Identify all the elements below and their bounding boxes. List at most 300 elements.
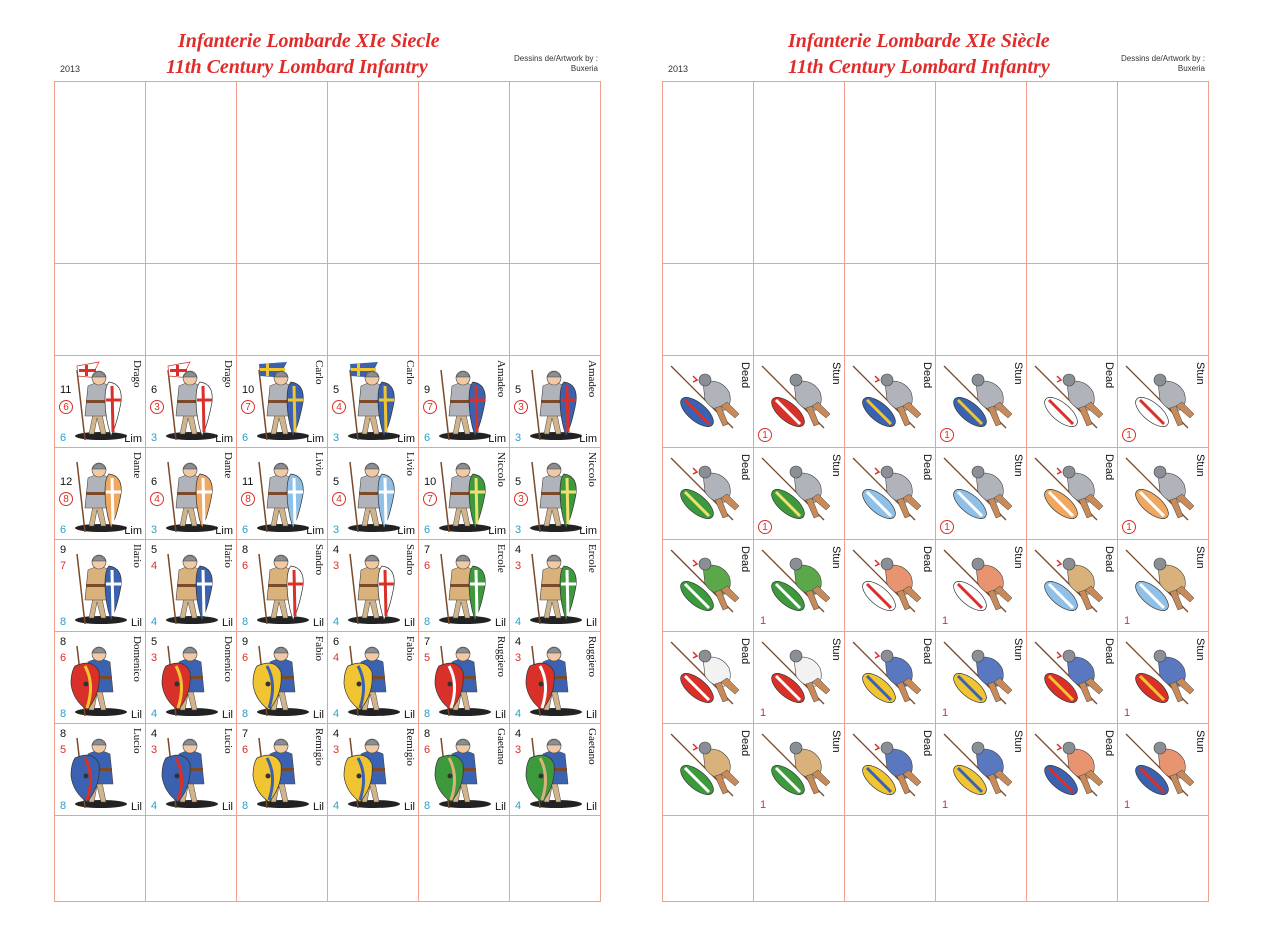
strength-value: 4 [515, 728, 522, 740]
blank-counter[interactable] [1026, 263, 1118, 356]
movement-value: 8 [60, 800, 67, 812]
unit-type: Lim [124, 525, 142, 537]
unit-type: Lil [221, 617, 233, 629]
unit-type: Lil [403, 617, 415, 629]
blank-counter[interactable] [662, 815, 754, 902]
strength-value: 6 [151, 384, 158, 396]
movement-value: 6 [424, 524, 431, 536]
sheet-year: 2013 [668, 64, 689, 74]
status-label: Dead [739, 362, 751, 389]
status-label: Stun [830, 454, 842, 477]
casualty-counter[interactable] [844, 355, 936, 448]
unit-type: Lim [397, 525, 415, 537]
warrior-name: Dante [131, 452, 143, 479]
morale-circle: 3 [514, 400, 528, 414]
morale-value: 3 [333, 560, 340, 572]
unit-counter[interactable] [54, 631, 146, 724]
blank-counter[interactable] [509, 815, 601, 902]
status-label: Stun [1012, 730, 1024, 753]
movement-value: 8 [242, 800, 249, 812]
warrior-name: Amadeo [495, 360, 507, 398]
movement-value: 8 [60, 616, 67, 628]
unit-counter[interactable] [509, 355, 601, 448]
stun-value: 1 [942, 707, 949, 719]
morale-circle: 3 [514, 492, 528, 506]
movement-value: 8 [242, 708, 249, 720]
movement-value: 3 [515, 524, 522, 536]
blank-counter[interactable] [54, 81, 146, 264]
strength-value: 9 [60, 544, 67, 556]
blank-counter[interactable] [509, 81, 601, 264]
morale-circle: 4 [332, 492, 346, 506]
morale-circle: 7 [241, 400, 255, 414]
unit-type: Lil [312, 709, 324, 721]
unit-type: Lim [488, 433, 506, 445]
casualty-counter[interactable] [935, 539, 1027, 632]
casualty-counter[interactable] [935, 723, 1027, 816]
strength-value: 5 [333, 384, 340, 396]
warrior-name: Dante [222, 452, 234, 479]
warrior-name: Gaetano [586, 728, 598, 765]
blank-counter[interactable] [1026, 815, 1118, 902]
blank-counter[interactable] [935, 263, 1027, 356]
warrior-name: Ercole [495, 544, 507, 573]
blank-counter[interactable] [145, 263, 237, 356]
unit-counter[interactable] [327, 447, 419, 540]
movement-value: 3 [333, 432, 340, 444]
movement-value: 4 [515, 708, 522, 720]
warrior-name: Niccolo [495, 452, 507, 487]
movement-value: 3 [515, 432, 522, 444]
movement-value: 6 [60, 432, 67, 444]
stun-circle: 1 [758, 428, 772, 442]
status-label: Dead [921, 638, 933, 665]
movement-value: 3 [151, 432, 158, 444]
status-label: Dead [739, 546, 751, 573]
warrior-name: Drago [131, 360, 143, 388]
unit-counter[interactable] [145, 447, 237, 540]
strength-value: 11 [242, 476, 254, 488]
unit-type: Lil [494, 617, 506, 629]
blank-counter[interactable] [844, 815, 936, 902]
strength-value: 7 [424, 544, 431, 556]
artwork-credit [514, 54, 598, 74]
casualty-counter[interactable] [935, 447, 1027, 540]
movement-value: 4 [151, 708, 158, 720]
blank-counter[interactable] [418, 815, 510, 902]
status-label: Dead [1103, 454, 1115, 481]
casualty-counter[interactable] [753, 631, 845, 724]
unit-type: Lim [215, 433, 233, 445]
movement-value: 3 [151, 524, 158, 536]
casualty-counter[interactable] [1117, 539, 1209, 632]
unit-type: Lim [306, 433, 324, 445]
stun-value: 1 [1124, 799, 1131, 811]
stun-value: 1 [942, 799, 949, 811]
warrior-name: Ruggiero [495, 636, 507, 677]
strength-value: 4 [515, 544, 522, 556]
warrior-name: Lucio [222, 728, 234, 754]
stun-value: 1 [942, 615, 949, 627]
unit-type: Lil [130, 709, 142, 721]
blank-counter[interactable] [145, 81, 237, 264]
movement-value: 8 [242, 616, 249, 628]
movement-value: 8 [60, 708, 67, 720]
status-label: Dead [921, 730, 933, 757]
morale-value: 3 [515, 560, 522, 572]
stun-value: 1 [1124, 615, 1131, 627]
warrior-name: Ilario [222, 544, 234, 568]
unit-type: Lil [130, 617, 142, 629]
strength-value: 8 [242, 544, 249, 556]
movement-value: 4 [515, 616, 522, 628]
blank-counter[interactable] [145, 815, 237, 902]
blank-counter[interactable] [662, 263, 754, 356]
unit-counter[interactable] [327, 539, 419, 632]
status-label: Stun [1012, 638, 1024, 661]
status-label: Stun [1194, 454, 1206, 477]
warrior-name: Livio [404, 452, 416, 476]
blank-counter[interactable] [236, 81, 328, 264]
unit-counter[interactable] [54, 539, 146, 632]
status-label: Stun [1194, 362, 1206, 385]
warrior-name: Sandro [313, 544, 325, 576]
morale-circle: 7 [423, 400, 437, 414]
warrior-name: Ruggiero [586, 636, 598, 677]
counter-sheet-front [0, 0, 600, 934]
casualty-counter[interactable] [1026, 355, 1118, 448]
counter-grid-front [54, 81, 600, 901]
strength-value: 9 [424, 384, 431, 396]
unit-type: Lim [124, 433, 142, 445]
status-label: Dead [921, 454, 933, 481]
morale-value: 6 [424, 560, 431, 572]
unit-counter[interactable] [145, 631, 237, 724]
morale-value: 6 [60, 652, 67, 664]
unit-counter[interactable] [327, 631, 419, 724]
unit-counter[interactable] [418, 447, 510, 540]
stun-circle: 1 [940, 520, 954, 534]
warrior-name: Gaetano [495, 728, 507, 765]
unit-type: Lim [215, 525, 233, 537]
morale-circle: 8 [59, 492, 73, 506]
warrior-name: Fabio [313, 636, 325, 662]
strength-value: 5 [515, 476, 522, 488]
unit-counter[interactable] [418, 355, 510, 448]
morale-value: 3 [151, 652, 158, 664]
strength-value: 12 [60, 476, 73, 488]
movement-value: 6 [242, 432, 249, 444]
credit-artist: Buxeria [570, 64, 598, 73]
movement-value: 3 [333, 524, 340, 536]
blank-counter[interactable] [1117, 815, 1209, 902]
blank-counter[interactable] [1026, 81, 1118, 264]
unit-type: Lil [585, 709, 597, 721]
morale-value: 5 [424, 652, 431, 664]
unit-type: Lim [397, 433, 415, 445]
status-label: Stun [830, 730, 842, 753]
movement-value: 4 [333, 800, 340, 812]
status-label: Dead [1103, 546, 1115, 573]
unit-counter[interactable] [509, 447, 601, 540]
status-label: Dead [1103, 730, 1115, 757]
credit-artist: Buxeria [1177, 64, 1205, 73]
stun-value: 1 [760, 707, 767, 719]
warrior-name: Lucio [131, 728, 143, 754]
casualty-counter[interactable] [753, 447, 845, 540]
status-label: Dead [921, 546, 933, 573]
unit-counter[interactable] [327, 355, 419, 448]
casualty-counter[interactable] [1026, 539, 1118, 632]
unit-counter[interactable] [145, 539, 237, 632]
casualty-counter[interactable] [935, 631, 1027, 724]
unit-type: Lil [494, 801, 506, 813]
unit-counter[interactable] [418, 631, 510, 724]
status-label: Stun [830, 638, 842, 661]
movement-value: 8 [424, 708, 431, 720]
blank-counter[interactable] [1117, 263, 1209, 356]
sheet-title-french: Infanterie Lombarde XIe Siecle [178, 30, 440, 52]
unit-counter[interactable] [236, 539, 328, 632]
sheet-title-french: Infanterie Lombarde XIe Siècle [788, 30, 1050, 52]
strength-value: 5 [515, 384, 522, 396]
unit-counter[interactable] [236, 355, 328, 448]
status-label: Stun [1194, 638, 1206, 661]
casualty-counter[interactable] [844, 723, 936, 816]
morale-value: 6 [242, 560, 249, 572]
casualty-counter[interactable] [753, 723, 845, 816]
stun-circle: 1 [940, 428, 954, 442]
casualty-counter[interactable] [753, 355, 845, 448]
unit-type: Lil [221, 709, 233, 721]
unit-type: Lil [494, 709, 506, 721]
blank-counter[interactable] [327, 81, 419, 264]
morale-value: 3 [515, 652, 522, 664]
warrior-name: Sandro [404, 544, 416, 576]
unit-type: Lil [403, 709, 415, 721]
strength-value: 5 [151, 636, 158, 648]
casualty-counter[interactable] [662, 447, 754, 540]
blank-counter[interactable] [418, 81, 510, 264]
status-label: Dead [739, 454, 751, 481]
unit-counter[interactable] [236, 447, 328, 540]
morale-value: 4 [333, 652, 340, 664]
morale-value: 4 [151, 560, 158, 572]
warrior-name: Livio [313, 452, 325, 476]
casualty-counter[interactable] [1117, 447, 1209, 540]
status-label: Stun [1012, 546, 1024, 569]
strength-value: 8 [60, 728, 67, 740]
warrior-name: Ilario [131, 544, 143, 568]
warrior-name: Remigio [313, 728, 325, 766]
unit-counter[interactable] [54, 355, 146, 448]
morale-circle: 3 [150, 400, 164, 414]
casualty-counter[interactable] [1026, 723, 1118, 816]
warrior-name: Domenico [222, 636, 234, 682]
unit-counter[interactable] [509, 723, 601, 816]
sheet-title-english: 11th Century Lombard Infantry [788, 56, 1050, 78]
blank-counter[interactable] [753, 81, 845, 264]
unit-counter[interactable] [236, 723, 328, 816]
unit-type: Lil [403, 801, 415, 813]
morale-circle: 8 [241, 492, 255, 506]
blank-counter[interactable] [935, 81, 1027, 264]
credit-line: Dessins de/Artwork by : [513, 54, 598, 63]
movement-value: 4 [333, 708, 340, 720]
unit-type: Lim [579, 433, 597, 445]
strength-value: 8 [424, 728, 431, 740]
warrior-name: Fabio [404, 636, 416, 662]
blank-counter[interactable] [1117, 81, 1209, 264]
morale-circle: 6 [59, 400, 73, 414]
unit-type: Lil [585, 801, 597, 813]
morale-circle: 7 [423, 492, 437, 506]
strength-value: 5 [333, 476, 340, 488]
blank-counter[interactable] [662, 81, 754, 264]
movement-value: 8 [424, 616, 431, 628]
strength-value: 4 [515, 636, 522, 648]
sheet-title-english: 11th Century Lombard Infantry [166, 56, 428, 78]
stun-circle: 1 [758, 520, 772, 534]
strength-value: 4 [151, 728, 158, 740]
movement-value: 8 [424, 800, 431, 812]
strength-value: 10 [424, 476, 437, 488]
morale-value: 3 [151, 744, 158, 756]
status-label: Dead [739, 730, 751, 757]
warrior-name: Drago [222, 360, 234, 388]
blank-counter[interactable] [327, 815, 419, 902]
strength-value: 8 [60, 636, 67, 648]
unit-type: Lil [221, 801, 233, 813]
casualty-counter[interactable] [844, 631, 936, 724]
casualty-counter[interactable] [1117, 631, 1209, 724]
movement-value: 4 [515, 800, 522, 812]
morale-value: 6 [242, 652, 249, 664]
morale-value: 3 [515, 744, 522, 756]
strength-value: 9 [242, 636, 249, 648]
morale-circle: 4 [150, 492, 164, 506]
casualty-counter[interactable] [662, 539, 754, 632]
blank-counter[interactable] [844, 81, 936, 264]
counter-sheet-back [620, 0, 1220, 934]
stun-circle: 1 [1122, 428, 1136, 442]
artwork-credit [1121, 54, 1205, 74]
unit-type: Lim [306, 525, 324, 537]
casualty-counter[interactable] [662, 723, 754, 816]
blank-counter[interactable] [236, 263, 328, 356]
blank-counter[interactable] [327, 263, 419, 356]
blank-counter[interactable] [753, 263, 845, 356]
unit-counter[interactable] [418, 723, 510, 816]
warrior-name: Remigio [404, 728, 416, 766]
unit-type: Lil [312, 617, 324, 629]
morale-value: 7 [60, 560, 67, 572]
strength-value: 4 [333, 728, 340, 740]
unit-counter[interactable] [236, 631, 328, 724]
blank-counter[interactable] [54, 263, 146, 356]
movement-value: 4 [151, 800, 158, 812]
casualty-counter[interactable] [1026, 447, 1118, 540]
blank-counter[interactable] [236, 815, 328, 902]
movement-value: 6 [60, 524, 67, 536]
status-label: Dead [1103, 638, 1115, 665]
casualty-counter[interactable] [662, 355, 754, 448]
status-label: Stun [830, 362, 842, 385]
unit-counter[interactable] [54, 723, 146, 816]
casualty-counter[interactable] [844, 447, 936, 540]
morale-value: 6 [242, 744, 249, 756]
unit-type: Lim [488, 525, 506, 537]
strength-value: 7 [424, 636, 431, 648]
unit-counter[interactable] [54, 447, 146, 540]
casualty-counter[interactable] [1117, 355, 1209, 448]
morale-value: 3 [333, 744, 340, 756]
movement-value: 6 [242, 524, 249, 536]
status-label: Stun [1194, 730, 1206, 753]
casualty-counter[interactable] [662, 631, 754, 724]
casualty-counter[interactable] [1117, 723, 1209, 816]
casualty-counter[interactable] [935, 355, 1027, 448]
counter-grid-back [662, 81, 1208, 901]
status-label: Stun [1012, 454, 1024, 477]
morale-value: 6 [424, 744, 431, 756]
status-label: Stun [830, 546, 842, 569]
warrior-name: Amadeo [586, 360, 598, 398]
unit-counter[interactable] [509, 631, 601, 724]
blank-counter[interactable] [418, 263, 510, 356]
status-label: Dead [1103, 362, 1115, 389]
status-label: Stun [1012, 362, 1024, 385]
stun-value: 1 [760, 615, 767, 627]
status-label: Stun [1194, 546, 1206, 569]
strength-value: 11 [60, 384, 72, 396]
blank-counter[interactable] [753, 815, 845, 902]
strength-value: 6 [151, 476, 158, 488]
strength-value: 6 [333, 636, 340, 648]
stun-value: 1 [760, 799, 767, 811]
status-label: Dead [739, 638, 751, 665]
unit-counter[interactable] [327, 723, 419, 816]
strength-value: 7 [242, 728, 249, 740]
morale-circle: 4 [332, 400, 346, 414]
unit-counter[interactable] [145, 355, 237, 448]
warrior-name: Ercole [586, 544, 598, 573]
casualty-counter[interactable] [753, 539, 845, 632]
casualty-counter[interactable] [844, 539, 936, 632]
warrior-name: Niccolo [586, 452, 598, 487]
warrior-name: Carlo [404, 360, 416, 385]
unit-type: Lil [585, 617, 597, 629]
credit-line: Dessins de/Artwork by : [1120, 54, 1205, 63]
movement-value: 4 [333, 616, 340, 628]
stun-circle: 1 [1122, 520, 1136, 534]
movement-value: 4 [151, 616, 158, 628]
unit-type: Lil [312, 801, 324, 813]
casualty-counter[interactable] [1026, 631, 1118, 724]
unit-counter[interactable] [145, 723, 237, 816]
morale-value: 5 [60, 744, 67, 756]
unit-counter[interactable] [509, 539, 601, 632]
unit-type: Lim [579, 525, 597, 537]
blank-counter[interactable] [509, 263, 601, 356]
blank-counter[interactable] [844, 263, 936, 356]
strength-value: 10 [242, 384, 255, 396]
strength-value: 5 [151, 544, 158, 556]
unit-counter[interactable] [418, 539, 510, 632]
blank-counter[interactable] [935, 815, 1027, 902]
blank-counter[interactable] [54, 815, 146, 902]
stun-value: 1 [1124, 707, 1131, 719]
